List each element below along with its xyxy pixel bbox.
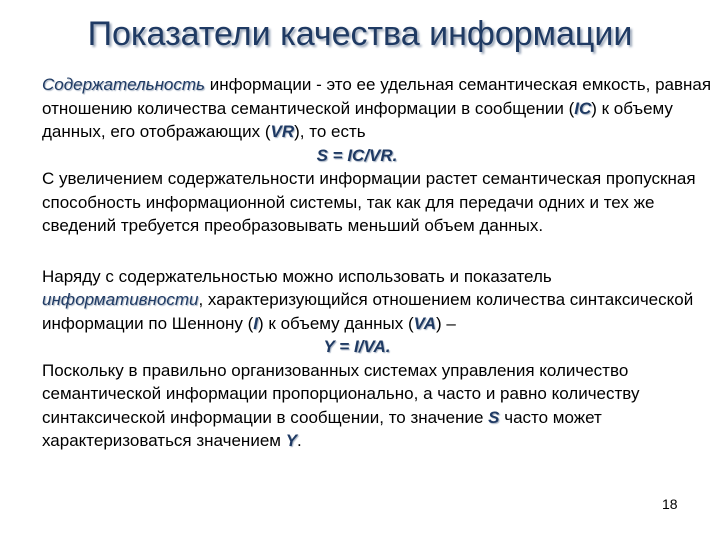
text: ) – xyxy=(436,313,456,333)
formula-equals: = xyxy=(327,145,348,165)
text: ) к объему данных, его отображающих ( xyxy=(42,98,673,141)
text: . xyxy=(297,431,302,450)
symbol-i: I xyxy=(253,313,259,333)
paragraph-conclusion xyxy=(42,359,712,453)
symbol-y: Y xyxy=(285,431,298,450)
formula-y xyxy=(42,335,712,359)
formula-symbol: S xyxy=(316,145,328,165)
text: ) к объему данных ( xyxy=(258,313,414,333)
symbol-s: S xyxy=(488,407,500,427)
text: Наряду с содержательностью можно использовать и показатель xyxy=(42,266,552,286)
formula-rhs: I/VA. xyxy=(353,337,391,356)
page-number: 18 xyxy=(662,496,678,512)
term-informativeness: информативности xyxy=(42,290,199,309)
paragraph-informativeness xyxy=(42,265,712,336)
symbol-ic: IC xyxy=(574,98,592,118)
symbol-va: VA xyxy=(413,313,436,333)
paragraph-content-definition xyxy=(42,73,712,144)
formula-symbol: Y xyxy=(323,337,335,356)
formula-s xyxy=(42,144,712,168)
paragraph-semantic-throughput: С увеличением содержательности информации растет семантическая пропускная способность информационной системы, так как для передачи одних и тех же сведений требуется преобразовывать меньший объем данных. xyxy=(42,169,696,235)
symbol-vr: VR xyxy=(270,122,295,141)
text: ), то есть xyxy=(294,122,366,141)
text: Поскольку в правильно организованных системах управления количество семантической информации пропорционально, а часто и равно количеству синтаксической информации в сообщении, то значение xyxy=(42,360,640,427)
text: часто может характеризоваться значением xyxy=(42,407,602,450)
paragraph-gap xyxy=(42,238,712,265)
term-content: Содержательность xyxy=(42,75,205,94)
formula-equals: = xyxy=(334,337,354,356)
text: , характеризующийся отношением количества синтаксической информации по Шеннону ( xyxy=(42,290,694,333)
slide-title: Показатели качества информации xyxy=(87,15,633,53)
slide-body xyxy=(42,73,712,453)
formula-rhs: IC/VR. xyxy=(347,145,398,165)
text: информации - это ее удельная семантическая емкость, равная отношению количества семантической информации в сообщении ( xyxy=(42,75,712,118)
